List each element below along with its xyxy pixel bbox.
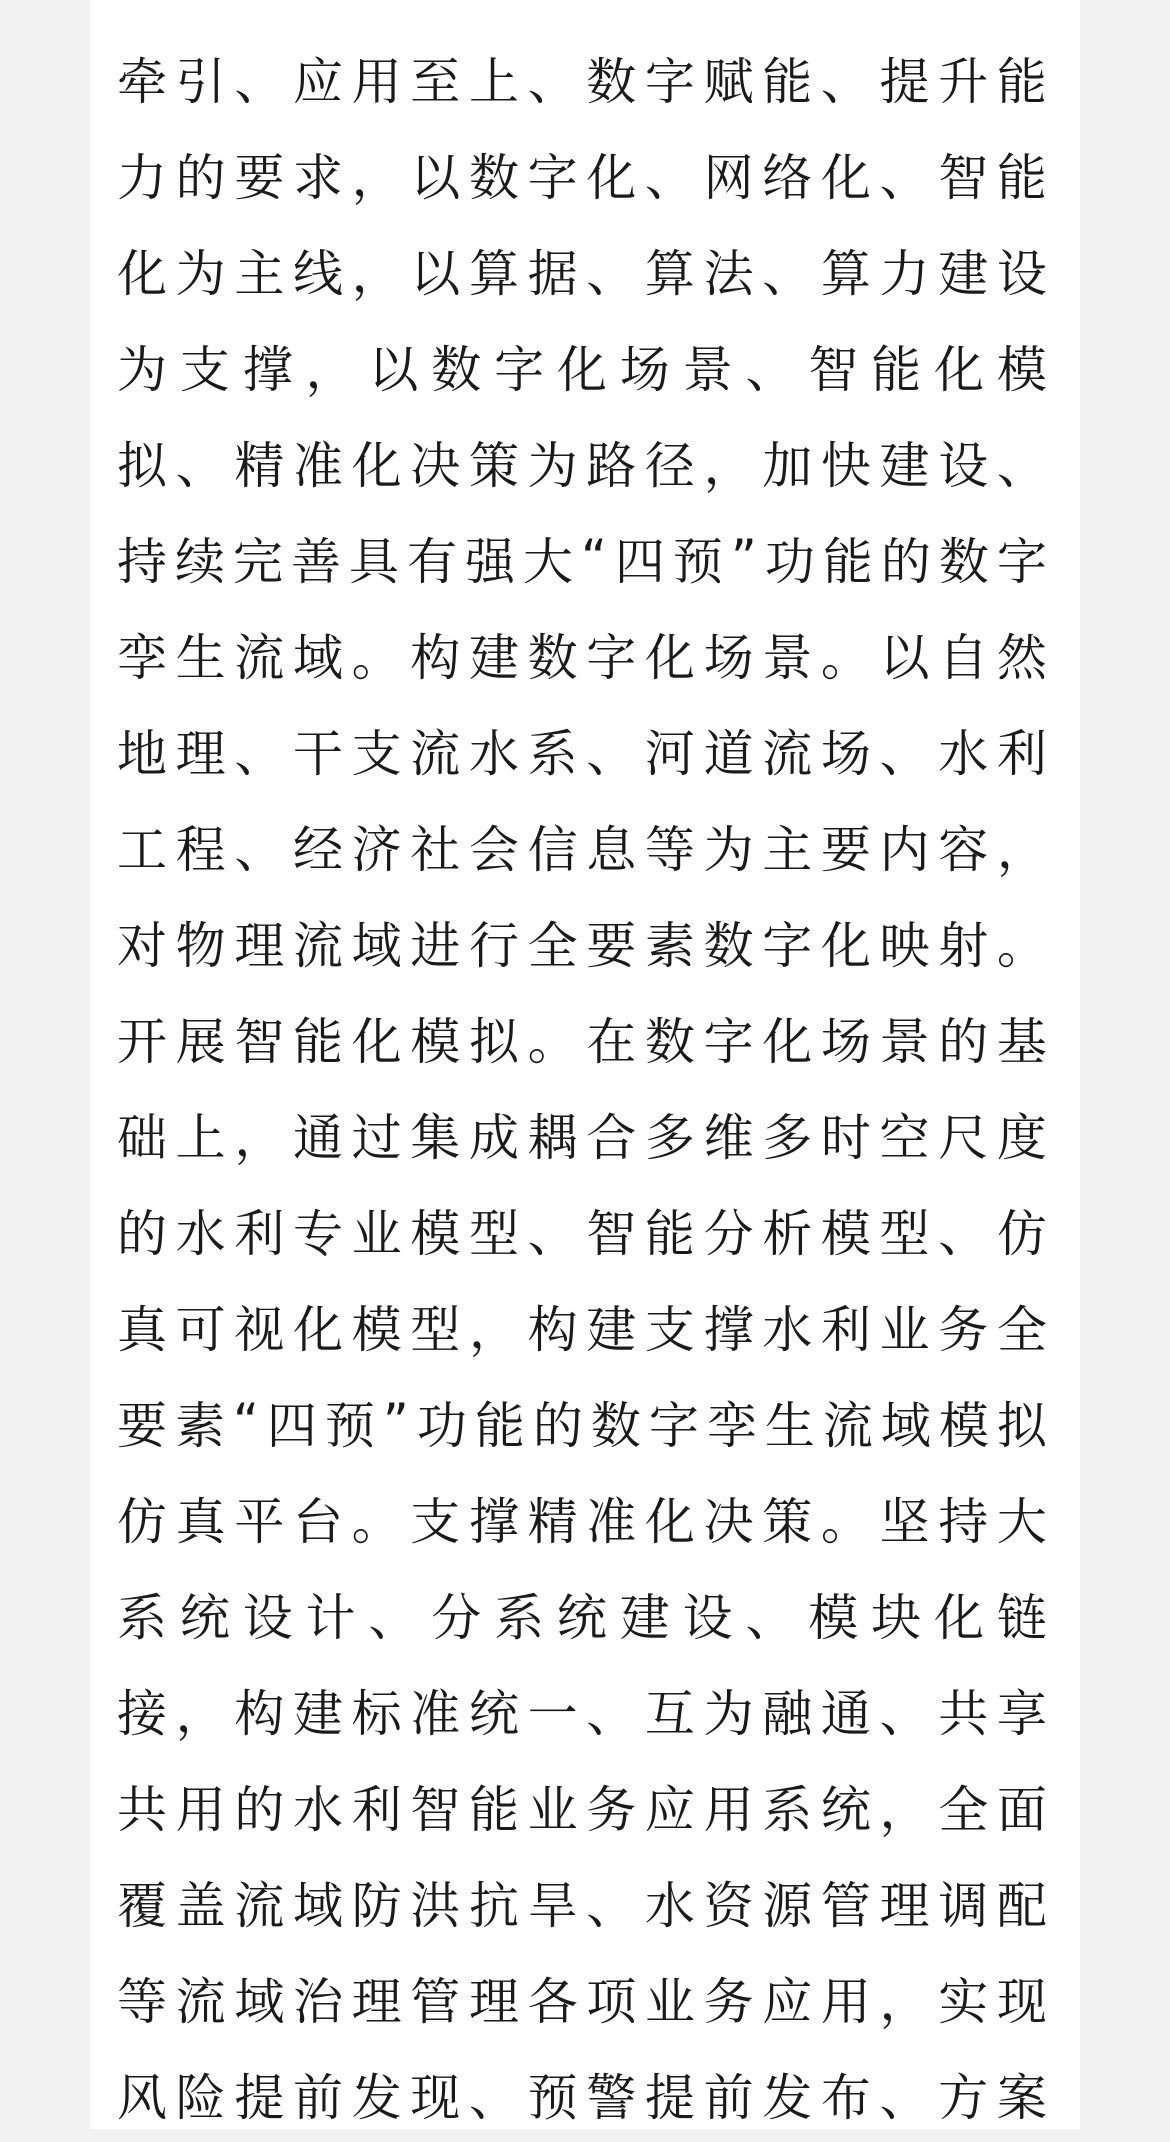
text-line: 力 的 要 求 ， 以 数 字 化 、 网 络 化 、 智 能 [117,149,1047,207]
text-line: 础 上 ， 通 过 集 成 耦 合 多 维 多 时 空 尺 度 [117,1109,1047,1167]
text-line: 风 险 提 前 发 现 、 预 警 提 前 发 布 、 方 案 [117,2069,1047,2127]
text-line: 拟 、 精 准 化 决 策 为 路 径 ， 加 快 建 设 、 [117,437,1047,495]
text-line: 牵 引 、 应 用 至 上 、 数 字 赋 能 、 提 升 能 [117,53,1047,111]
text-line: 持 续 完 善 具 有 强 大 “ 四 预 ” 功 能 的 数 字 [117,529,1047,591]
text-line: 工 程 、 经 济 社 会 信 息 等 为 主 要 内 容 ， [117,821,1047,879]
text-line: 开 展 智 能 化 模 拟 。 在 数 字 化 场 景 的 基 [117,1013,1047,1071]
text-line: 的 水 利 专 业 模 型 、 智 能 分 析 模 型 、 仿 [117,1205,1047,1263]
text-line: 共 用 的 水 利 智 能 业 务 应 用 系 统 ， 全 面 [117,1781,1047,1839]
text-line: 地 理 、 干 支 流 水 系 、 河 道 流 场 、 水 利 [117,725,1047,783]
text-line: 为 支 撑 ， 以 数 字 化 场 景 、 智 能 化 模 [117,341,1047,399]
article-body [117,30,1047,2142]
text-line: 要 素 “ 四 预 ” 功 能 的 数 字 孪 生 流 域 模 拟 [117,1393,1047,1455]
text-line: 仿 真 平 台 。 支 撑 精 准 化 决 策 。 坚 持 大 [117,1493,1047,1551]
text-line: 覆 盖 流 域 防 洪 抗 旱 、 水 资 源 管 理 调 配 [117,1877,1047,1935]
text-line: 对 物 理 流 域 进 行 全 要 素 数 字 化 映 射 。 [117,917,1047,975]
text-line: 孪 生 流 域 。 构 建 数 字 化 场 景 。 以 自 然 [117,629,1047,687]
article-page [90,0,1080,2129]
text-line: 等 流 域 治 理 管 理 各 项 业 务 应 用 ， 实 现 [117,1973,1047,2031]
text-line: 系 统 设 计 、 分 系 统 建 设 、 模 块 化 链 [117,1589,1047,1647]
text-line: 化 为 主 线 ， 以 算 据 、 算 法 、 算 力 建 设 [117,245,1047,303]
text-line: 接 ， 构 建 标 准 统 一 、 互 为 融 通 、 共 享 [117,1685,1047,1743]
text-line: 真 可 视 化 模 型 ， 构 建 支 撑 水 利 业 务 全 [117,1301,1047,1359]
